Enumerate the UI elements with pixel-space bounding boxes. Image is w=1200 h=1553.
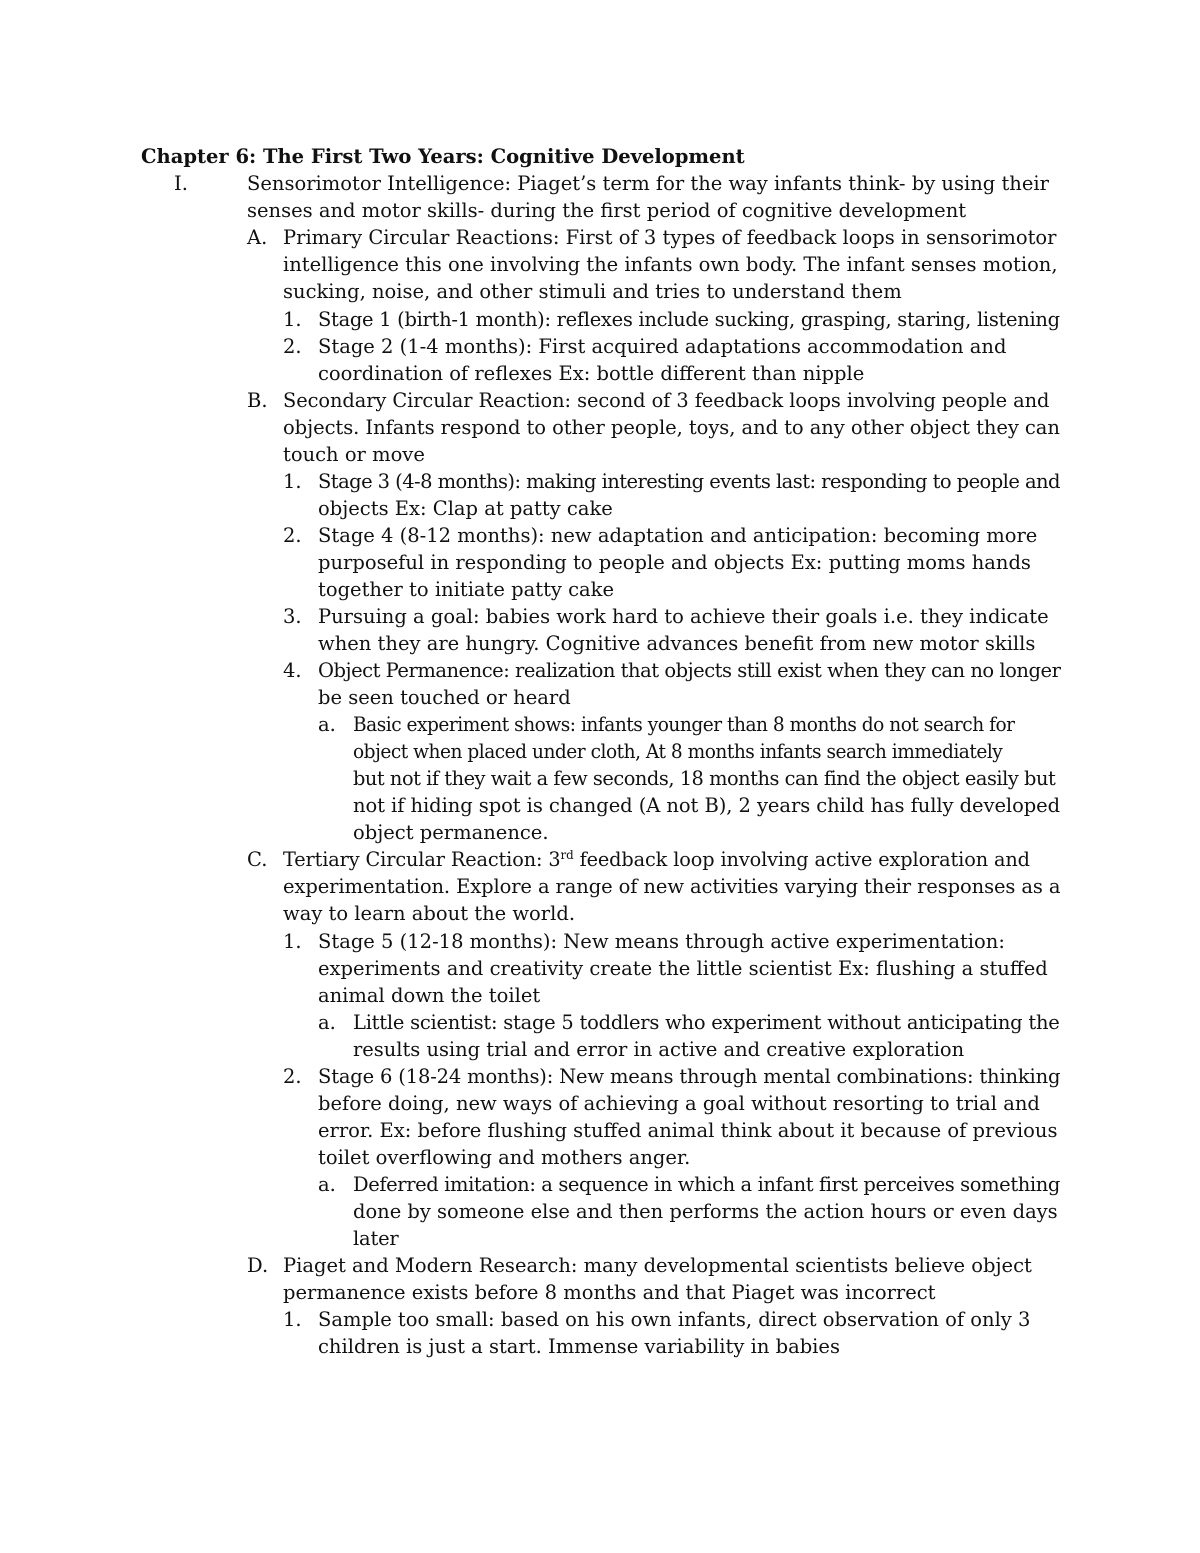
item-text-line: Pursuing a goal: babies work hard to achieve their goals i.e. they indicate [318, 605, 1049, 628]
item-marker: B. [247, 389, 268, 412]
item-text-line: error. Ex: before flushing stuffed animal think about it because of previous [318, 1119, 1058, 1142]
item-text-line: Primary Circular Reactions: First of 3 types of feedback loops in sensorimotor [283, 226, 1057, 249]
item-marker: I. [174, 172, 188, 195]
outline-item-stage-4 [318, 522, 1037, 603]
item-text-suffix: feedback loop involving active exploration and [573, 848, 1030, 871]
item-marker: a. [318, 1173, 336, 1196]
item-marker: a. [318, 1011, 336, 1034]
outline-item-stage-3 [318, 468, 1060, 522]
item-marker: A. [247, 226, 268, 249]
item-marker: 3. [283, 605, 302, 628]
item-text-line: Stage 6 (18-24 months): New means through mental combinations: thinking [318, 1065, 1061, 1088]
item-text-line: before doing, new ways of achieving a goal without resorting to trial and [318, 1092, 1040, 1115]
item-text-line: coordination of reflexes Ex: bottle different than nipple [318, 362, 865, 385]
item-text-line: object permanence. [353, 821, 549, 844]
item-text-line: Sample too small: based on his own infants, direct observation of only 3 [318, 1308, 1031, 1331]
item-text-line: Stage 2 (1-4 months): First acquired adaptations accommodation and [318, 335, 1007, 358]
item-text-line: objects. Infants respond to other people, toys, and to any other object they can [283, 416, 1060, 439]
outline-item-stage-2 [318, 333, 1006, 387]
outline-item-piaget-modern-research [283, 1252, 1032, 1306]
outline-item-primary-circular-reactions [283, 224, 1058, 305]
item-marker: 1. [283, 308, 302, 331]
outline-item-secondary-circular-reaction [283, 387, 1060, 468]
chapter-title: Chapter 6: The First Two Years: Cognitive Development [141, 145, 745, 168]
item-text-line: results using trial and error in active and creative exploration [353, 1038, 965, 1061]
item-text-line: Stage 3 (4-8 months): making interesting events last: responding to people and [318, 470, 1060, 493]
item-marker: D. [247, 1254, 269, 1277]
item-text-line: Sensorimotor Intelligence: Piaget’s term for the way infants think- by using their [247, 172, 1049, 195]
item-text-line: permanence exists before 8 months and that Piaget was incorrect [283, 1281, 936, 1304]
item-text-line: experiments and creativity create the little scientist Ex: flushing a stuffed [318, 957, 1048, 980]
item-marker: 2. [283, 335, 302, 358]
item-text-line: Object Permanence: realization that objects still exist when they can no longer [318, 659, 1061, 682]
item-text-line: object when placed under cloth, At 8 months infants search immediately [353, 740, 1003, 763]
item-marker: a. [318, 713, 336, 736]
item-text-line: objects Ex: Clap at patty cake [318, 497, 613, 520]
outline-item-object-permanence [318, 657, 1060, 711]
item-marker: 1. [283, 1308, 302, 1331]
item-text-line: Stage 4 (8-12 months): new adaptation and anticipation: becoming more [318, 524, 1038, 547]
outline-item-sample-too-small [318, 1306, 1030, 1360]
item-marker: 1. [283, 470, 302, 493]
item-text-line: intelligence this one involving the infants own body. The infant senses motion, [283, 253, 1058, 276]
ordinal-superscript: rd [560, 848, 574, 862]
item-text-line: touch or move [283, 443, 425, 466]
item-text-line: senses and motor skills- during the first period of cognitive development [247, 199, 967, 222]
item-text-line: children is just a start. Immense variability in babies [318, 1335, 840, 1358]
item-marker: 2. [283, 524, 302, 547]
item-text-line: Stage 5 (12-18 months): New means through active experimentation: [318, 930, 1005, 953]
item-text-line: way to learn about the world. [283, 902, 576, 925]
item-marker: 2. [283, 1065, 302, 1088]
item-text-line: when they are hungry. Cognitive advances benefit from new motor skills [318, 632, 1036, 655]
item-marker: C. [247, 848, 268, 871]
item-text-line: Deferred imitation: a sequence in which a infant first perceives something [353, 1173, 1060, 1196]
outline-item-basic-experiment [353, 711, 1060, 846]
item-marker: 1. [283, 930, 302, 953]
outline-item-stage-6 [318, 1063, 1060, 1171]
item-text-line: toilet overflowing and mothers anger. [318, 1146, 691, 1169]
item-text-line: purposeful in responding to people and objects Ex: putting moms hands [318, 551, 1031, 574]
item-text-line: Secondary Circular Reaction: second of 3 feedback loops involving people and [283, 389, 1050, 412]
item-text-line: be seen touched or heard [318, 686, 571, 709]
outline-item-stage-1 [318, 306, 1061, 333]
item-text-line: Little scientist: stage 5 toddlers who experiment without anticipating the [353, 1011, 1060, 1034]
outline-item-little-scientist [353, 1009, 1061, 1063]
item-text-line: animal down the toilet [318, 984, 541, 1007]
outline-item-deferred-imitation [353, 1171, 1061, 1252]
item-text-prefix: Tertiary Circular Reaction: 3 [283, 848, 561, 871]
item-text-line [283, 846, 1051, 873]
item-text-line: Stage 1 (birth-1 month): reflexes include sucking, grasping, staring, listening [318, 308, 1060, 331]
item-text-line: done by someone else and then performs the action hours or even days [353, 1200, 1058, 1223]
outline-item-sensorimotor-intelligence [247, 170, 1049, 224]
item-text-line: sucking, noise, and other stimuli and tries to understand them [283, 280, 902, 303]
item-text-line: Piaget and Modern Research: many developmental scientists believe object [283, 1254, 1032, 1277]
item-text-line: together to initiate patty cake [318, 578, 615, 601]
item-text-line: not if hiding spot is changed (A not B), 2 years child has fully developed [353, 794, 1061, 817]
outline-item-pursuing-a-goal [318, 603, 1049, 657]
item-text-line: later [353, 1227, 399, 1250]
item-text-line: but not if they wait a few seconds, 18 months can find the object easily but [353, 767, 1056, 790]
outline-item-stage-5 [318, 928, 1048, 1009]
item-marker: 4. [283, 659, 302, 682]
item-text-line: experimentation. Explore a range of new activities varying their responses as a [283, 875, 1061, 898]
item-text-line: Basic experiment shows: infants younger than 8 months do not search for [353, 713, 1015, 736]
outline-item-tertiary-circular-reaction [283, 846, 1060, 927]
